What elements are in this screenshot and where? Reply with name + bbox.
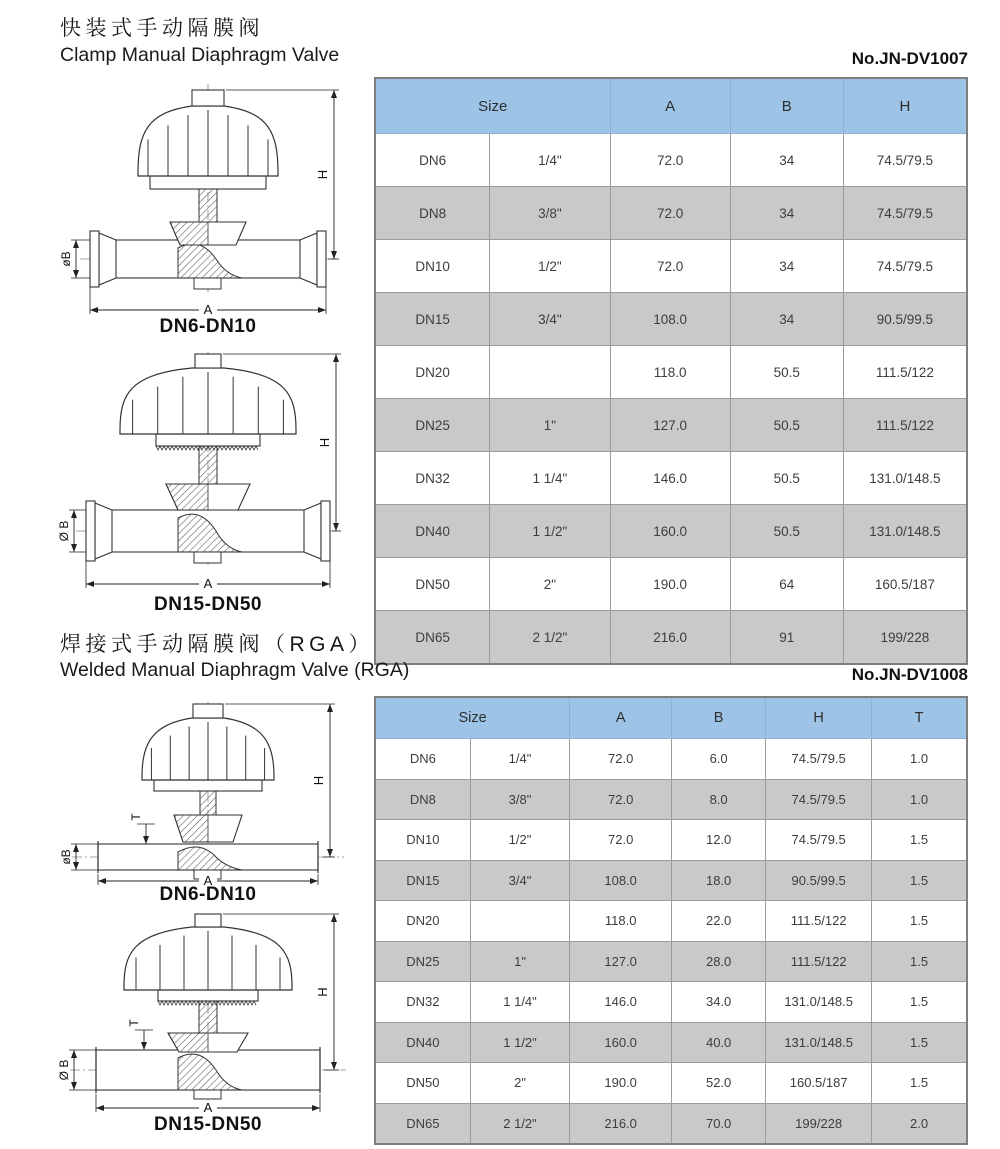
table-row	[375, 611, 967, 665]
column-header-a: A	[570, 697, 672, 739]
table-cell: 3/8"	[470, 779, 569, 820]
dim-label-b: øB	[59, 251, 73, 267]
dim-label-h: H	[317, 437, 332, 448]
table-header	[375, 697, 967, 739]
table-cell: 146.0	[570, 982, 672, 1023]
section2-doc-number: No.JN-DV1008	[851, 665, 968, 684]
table-header	[375, 78, 967, 134]
table-cell: 74.5/79.5	[843, 240, 967, 293]
drawing-caption: DN15-DN50	[154, 594, 262, 615]
valve-drawing-clamp-dn6-dn10	[58, 82, 358, 320]
drawing-caption: DN6-DN10	[159, 884, 257, 905]
drawing-caption: DN15-DN50	[154, 1114, 262, 1135]
table-cell: 1/2"	[490, 240, 610, 293]
table-cell: 8.0	[672, 779, 766, 820]
clamp-valve-size-table	[374, 77, 968, 665]
table-cell: 2"	[490, 558, 610, 611]
table-cell	[470, 901, 569, 942]
table-cell: 1"	[470, 941, 569, 982]
table-row	[375, 505, 967, 558]
table-row	[375, 860, 967, 901]
table-row	[375, 293, 967, 346]
table-cell: 2 1/2"	[470, 1103, 569, 1144]
table-cell: 72.0	[610, 134, 730, 187]
table-cell: 3/8"	[490, 187, 610, 240]
drawing-caption: DN6-DN10	[159, 316, 257, 337]
table-cell: 1.5	[872, 982, 967, 1023]
table-cell: 118.0	[570, 901, 672, 942]
table-cell: DN32	[375, 982, 470, 1023]
dim-label-h: H	[311, 775, 326, 786]
table-cell: 1.0	[872, 779, 967, 820]
table-cell: DN15	[375, 860, 470, 901]
table-cell: 1.5	[872, 1022, 967, 1063]
table-cell: DN20	[375, 346, 490, 399]
table-cell: DN15	[375, 293, 490, 346]
table-cell: 1"	[490, 399, 610, 452]
table-cell: DN40	[375, 505, 490, 558]
table-cell: 1 1/2"	[490, 505, 610, 558]
section1-doc-number: No.JN-DV1007	[851, 49, 968, 68]
table-cell: 6.0	[672, 739, 766, 780]
table-cell: 72.0	[570, 820, 672, 861]
table-cell: 50.5	[730, 452, 843, 505]
table-cell: 190.0	[570, 1063, 672, 1104]
table-row	[375, 1103, 967, 1144]
table-cell: 72.0	[570, 779, 672, 820]
dim-label-a: A	[203, 1100, 213, 1115]
table-cell: 64	[730, 558, 843, 611]
dim-label-a: A	[203, 302, 213, 317]
table-cell: 1.5	[872, 860, 967, 901]
column-header-size: Size	[375, 697, 570, 739]
table-cell: 34	[730, 134, 843, 187]
table-cell: 108.0	[570, 860, 672, 901]
table-cell: 190.0	[610, 558, 730, 611]
table-cell: 28.0	[672, 941, 766, 982]
dim-label-b: Ø B	[57, 1059, 71, 1081]
table-cell: 1.5	[872, 941, 967, 982]
table-cell: 160.0	[570, 1022, 672, 1063]
column-header-t: T	[872, 697, 967, 739]
table-cell: 111.5/122	[843, 346, 967, 399]
section1-title-zh: 快装式手动隔膜阀	[60, 17, 264, 40]
table-row	[375, 941, 967, 982]
table-cell: DN32	[375, 452, 490, 505]
table-cell: 1 1/2"	[470, 1022, 569, 1063]
table-cell: 131.0/148.5	[766, 1022, 872, 1063]
section1-title-en: Clamp Manual Diaphragm Valve	[60, 44, 340, 66]
valve-drawing-clamp-dn15-dn50	[58, 350, 358, 595]
table-row	[375, 187, 967, 240]
table-cell: 72.0	[610, 240, 730, 293]
dim-label-b: Ø B	[57, 520, 71, 542]
table-cell: 72.0	[570, 739, 672, 780]
table-row	[375, 982, 967, 1023]
table-cell: 160.5/187	[766, 1063, 872, 1104]
dim-label-h: H	[315, 169, 330, 180]
table-cell: 199/228	[766, 1103, 872, 1144]
table-cell: 22.0	[672, 901, 766, 942]
column-header-b: B	[730, 78, 843, 134]
table-cell: 1.5	[872, 1063, 967, 1104]
valve-drawing-welded-dn6-dn10	[58, 700, 358, 886]
table-row	[375, 1022, 967, 1063]
table-row	[375, 820, 967, 861]
table-cell: DN8	[375, 779, 470, 820]
table-cell: 2 1/2"	[490, 611, 610, 665]
table-cell: 1/2"	[470, 820, 569, 861]
table-cell: 199/228	[843, 611, 967, 665]
column-header-h: H	[843, 78, 967, 134]
column-header-size: Size	[375, 78, 610, 134]
table-cell: 91	[730, 611, 843, 665]
table-cell: DN40	[375, 1022, 470, 1063]
welded-valve-size-table	[374, 696, 968, 1145]
table-cell: 111.5/122	[843, 399, 967, 452]
table-cell: 1.5	[872, 901, 967, 942]
table-row	[375, 558, 967, 611]
table-cell: DN10	[375, 240, 490, 293]
table-cell: 3/4"	[490, 293, 610, 346]
table-cell: 127.0	[570, 941, 672, 982]
table-row	[375, 240, 967, 293]
table-cell: 74.5/79.5	[766, 779, 872, 820]
table-cell: DN6	[375, 134, 490, 187]
table-cell: 18.0	[672, 860, 766, 901]
table-body	[375, 739, 967, 1145]
table-cell: 72.0	[610, 187, 730, 240]
table-cell: 74.5/79.5	[766, 739, 872, 780]
table-row	[375, 901, 967, 942]
dim-label-a: A	[203, 873, 213, 888]
table-row	[375, 399, 967, 452]
table-cell: 34	[730, 187, 843, 240]
table-cell: 3/4"	[470, 860, 569, 901]
table-cell: 131.0/148.5	[843, 505, 967, 558]
table-cell: DN8	[375, 187, 490, 240]
table-cell: 40.0	[672, 1022, 766, 1063]
table-cell: DN10	[375, 820, 470, 861]
table-cell: 34	[730, 240, 843, 293]
table-cell: DN25	[375, 399, 490, 452]
table-cell: 1/4"	[470, 739, 569, 780]
table-cell: 216.0	[570, 1103, 672, 1144]
table-cell: 70.0	[672, 1103, 766, 1144]
table-row	[375, 452, 967, 505]
table-cell: 1/4"	[490, 134, 610, 187]
table-cell: 118.0	[610, 346, 730, 399]
table-cell: DN65	[375, 1103, 470, 1144]
dim-label-a: A	[203, 576, 213, 591]
table-cell: DN50	[375, 558, 490, 611]
table-cell: 108.0	[610, 293, 730, 346]
column-header-b: B	[672, 697, 766, 739]
table-row	[375, 346, 967, 399]
table-cell: DN20	[375, 901, 470, 942]
table-cell: 160.5/187	[843, 558, 967, 611]
table-cell: DN65	[375, 611, 490, 665]
table-cell: 74.5/79.5	[843, 134, 967, 187]
table-row	[375, 1063, 967, 1104]
table-cell: 74.5/79.5	[843, 187, 967, 240]
table-cell: 1 1/4"	[490, 452, 610, 505]
table-cell: 50.5	[730, 505, 843, 558]
table-cell: DN50	[375, 1063, 470, 1104]
dim-label-t: T	[127, 1019, 141, 1027]
table-row	[375, 134, 967, 187]
table-cell: 2.0	[872, 1103, 967, 1144]
column-header-a: A	[610, 78, 730, 134]
table-cell: 111.5/122	[766, 901, 872, 942]
table-cell: 2"	[470, 1063, 569, 1104]
table-cell: 216.0	[610, 611, 730, 665]
section2-title-en: Welded Manual Diaphragm Valve (RGA)	[60, 659, 410, 681]
column-header-h: H	[766, 697, 872, 739]
dim-label-h: H	[315, 987, 330, 997]
table-row	[375, 739, 967, 780]
table-body	[375, 134, 967, 665]
dim-label-t: T	[129, 813, 143, 821]
table-cell: DN6	[375, 739, 470, 780]
table-cell: 50.5	[730, 346, 843, 399]
table-cell: DN25	[375, 941, 470, 982]
table-cell: 12.0	[672, 820, 766, 861]
dim-label-b: øB	[59, 849, 73, 865]
table-cell: 90.5/99.5	[766, 860, 872, 901]
valve-drawing-welded-dn15-dn50	[58, 912, 358, 1117]
section2-title-zh: 焊接式手动隔膜阀（RGA）	[60, 633, 375, 656]
table-cell: 146.0	[610, 452, 730, 505]
table-cell: 74.5/79.5	[766, 820, 872, 861]
table-cell: 1.5	[872, 820, 967, 861]
table-cell: 131.0/148.5	[766, 982, 872, 1023]
table-cell: 1.0	[872, 739, 967, 780]
table-cell: 50.5	[730, 399, 843, 452]
table-row	[375, 779, 967, 820]
table-cell: 34.0	[672, 982, 766, 1023]
table-cell: 127.0	[610, 399, 730, 452]
table-cell: 52.0	[672, 1063, 766, 1104]
table-cell: 90.5/99.5	[843, 293, 967, 346]
table-cell: 111.5/122	[766, 941, 872, 982]
table-cell: 160.0	[610, 505, 730, 558]
table-cell: 1 1/4"	[470, 982, 569, 1023]
table-cell: 131.0/148.5	[843, 452, 967, 505]
table-cell: 34	[730, 293, 843, 346]
table-cell	[490, 346, 610, 399]
